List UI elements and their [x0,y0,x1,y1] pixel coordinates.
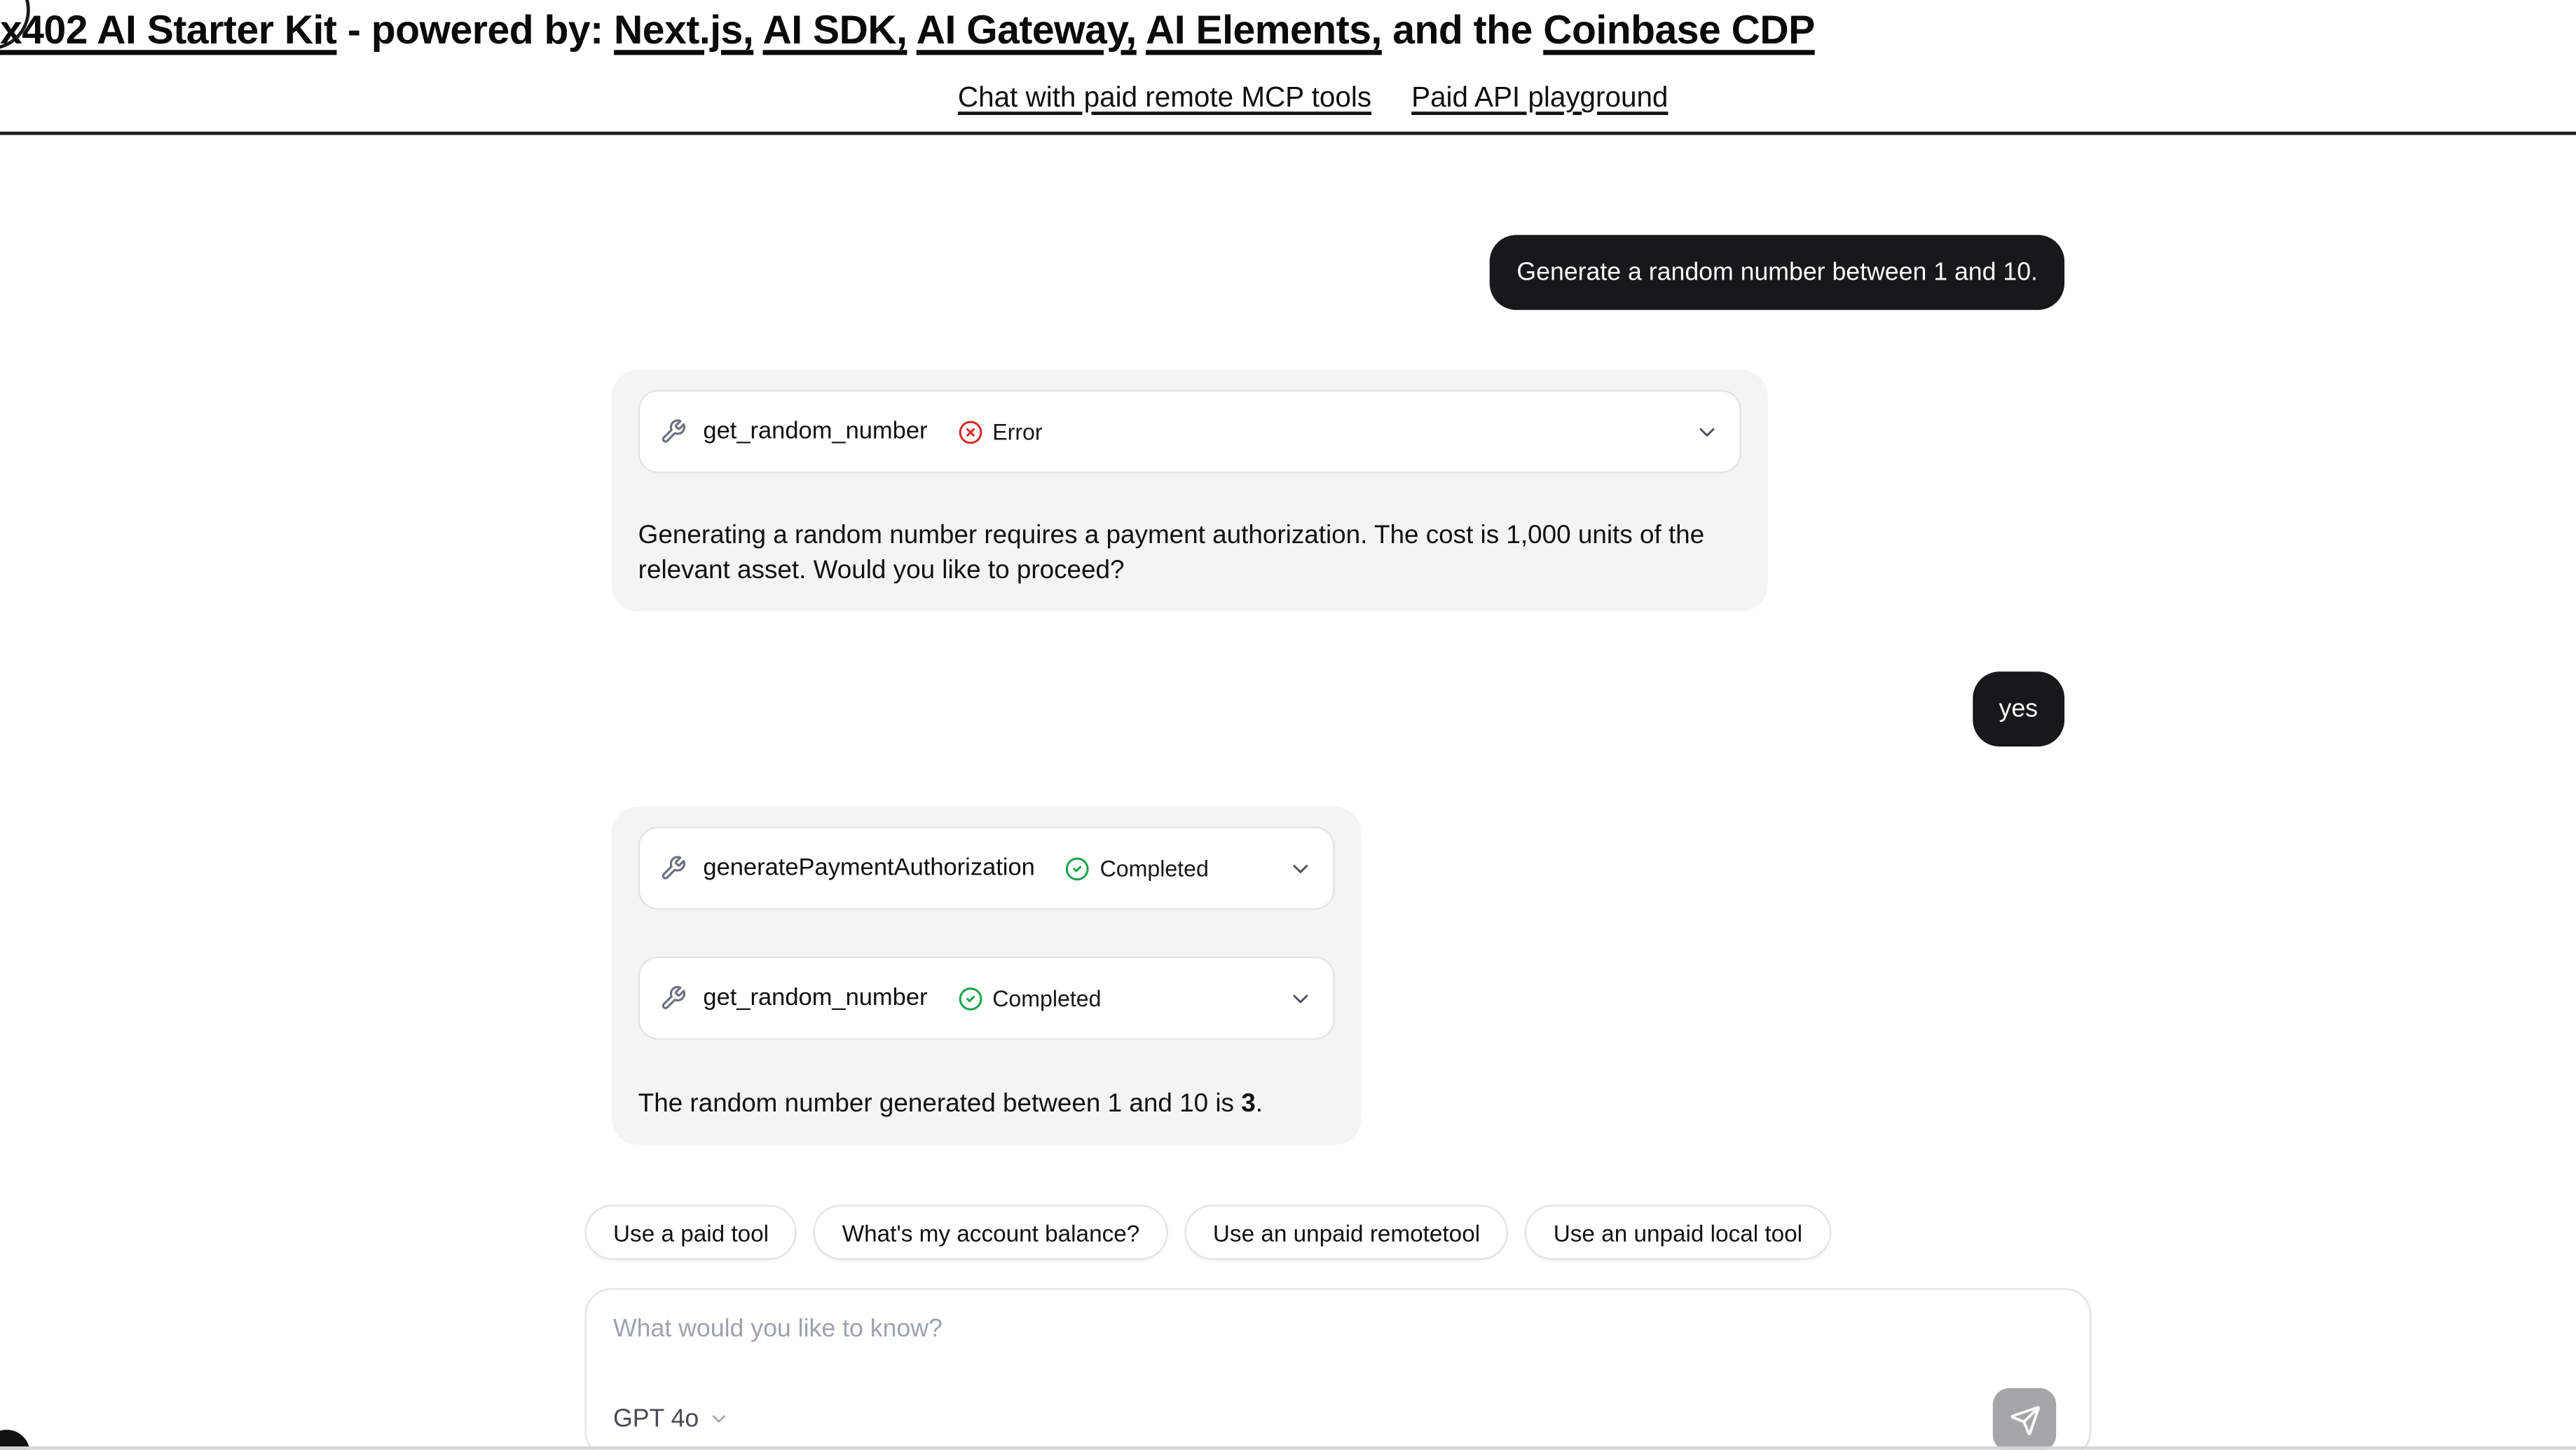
circle-check-icon [957,985,982,1011]
assistant-text-prefix: The random number generated between 1 and 10 is [638,1090,1242,1119]
user-message: yes [1972,671,2064,746]
title-link-x402[interactable]: x402 AI Starter Kit [0,8,337,54]
circle-check-icon [1065,856,1090,881]
title-sep [753,8,762,53]
chevron-down-icon [1288,985,1313,1011]
suggestion-use-paid-tool[interactable]: Use a paid tool [585,1205,797,1259]
tool-name: get_random_number [703,418,928,445]
title-link-ai-gateway[interactable]: AI Gateway, [916,8,1137,54]
title-link-coinbase-cdp[interactable]: Coinbase CDP [1543,8,1815,54]
chevron-down-icon [709,1408,731,1430]
tool-status-completed [1065,856,1209,881]
assistant-text-suffix: . [1255,1090,1263,1119]
title-sep: and the [1381,8,1544,54]
assistant-text: Generating a random number requires a payment authorization. The cost is 1,000 units of the relevant asset. Would you like to proceed? [638,521,1705,585]
suggestion-unpaid-local-tool[interactable]: Use an unpaid local tool [1525,1205,1830,1259]
title-text: - powered by: [336,8,615,54]
assistant-message [612,807,1362,1145]
wrench-icon [660,418,687,445]
tool-status-completed [957,985,1101,1011]
composer-toolbar [587,1398,2090,1450]
chat-input[interactable] [587,1290,2090,1379]
suggestions-row [585,1205,2091,1259]
tool-status-label: Completed [1099,855,1209,881]
tool-call-get-random-number[interactable] [638,390,1741,473]
title-link-ai-elements[interactable]: AI Elements, [1146,8,1382,54]
tool-call-get-random-number[interactable] [638,957,1335,1040]
title-sep [1137,8,1146,53]
wrench-icon [660,985,687,1011]
send-button[interactable] [1993,1388,2056,1450]
chevron-down-icon [1288,856,1313,881]
send-icon [2008,1404,2040,1435]
assistant-text [638,1086,1335,1121]
top-nav [50,82,2576,132]
tool-status-label: Completed [992,985,1102,1011]
page-title [0,4,2576,60]
title-sep [907,8,916,53]
model-selector[interactable] [610,1398,734,1439]
assistant-message [612,370,1768,612]
suggestion-unpaid-remote-tool[interactable]: Use an unpaid remotetool [1184,1205,1508,1259]
assistant-text-bold: 3 [1241,1090,1256,1119]
suggestion-account-balance[interactable]: What's my account balance? [814,1205,1167,1259]
composer [585,1288,2091,1450]
tool-status-label: Error [992,419,1043,444]
wrench-icon [660,855,687,882]
conversation [585,135,2091,1145]
site-header [0,0,2576,135]
title-link-nextjs[interactable]: Next.js, [614,8,754,54]
tool-call-generate-payment-authorization[interactable] [638,826,1335,910]
tool-name: generatePaymentAuthorization [703,854,1035,882]
nav-link-chat-mcp[interactable]: Chat with paid remote MCP tools [957,81,1372,114]
title-link-ai-sdk[interactable]: AI SDK, [762,8,907,54]
user-message: Generate a random number between 1 and 10. [1490,235,2064,310]
chat-column [585,135,2091,1450]
tool-status-error [957,419,1042,444]
tool-name: get_random_number [703,985,928,1012]
circle-x-icon [957,419,982,444]
chevron-down-icon [1694,419,1720,444]
nav-link-paid-api-playground[interactable]: Paid API playground [1411,81,1669,114]
model-selector-label: GPT 4o [613,1404,699,1433]
